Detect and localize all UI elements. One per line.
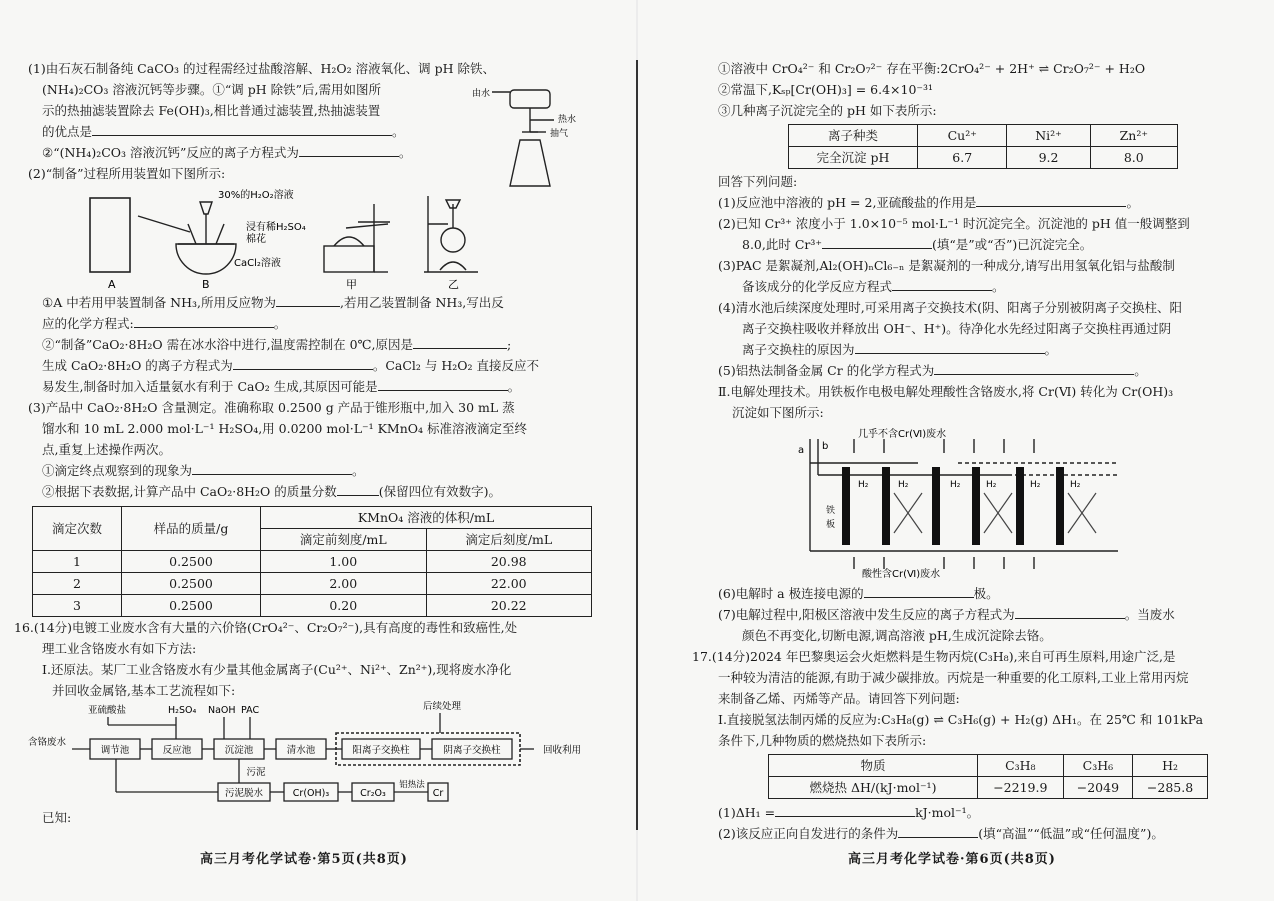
punct: 。 xyxy=(392,124,405,139)
process-flowchart xyxy=(28,701,608,807)
th-h2: H₂ xyxy=(1133,755,1208,777)
label-air: 抽气 xyxy=(550,129,569,139)
answer-blank xyxy=(378,377,508,391)
cell: 完全沉淀 pH xyxy=(789,147,918,169)
q2-sub2-b: 生成 CaO₂·8H₂O 的离子方程式为 xyxy=(42,358,233,373)
a6-a: (6)电解时 a 极连接电源的 xyxy=(718,586,864,601)
q17-e: 条件下,几种物质的燃烧热如下表所示: xyxy=(718,733,927,748)
q2-sub2-c: 易发生,制备时加入适量氨水有利于 CaO₂ 生成,其原因可能是 xyxy=(42,379,378,394)
iron-plate xyxy=(882,467,890,545)
th-substance: 物质 xyxy=(769,755,978,777)
th-times: 滴定次数 xyxy=(33,507,122,551)
q2-sub2-b-end: 。CaCl₂ 与 H₂O₂ 直接反应不 xyxy=(372,358,539,373)
reagent-pac: PAC xyxy=(241,705,260,716)
reagent-naoh: NaOH xyxy=(208,705,236,716)
q16-line2: 理工业含铬废水有如下方法: xyxy=(42,641,197,656)
box-clear-pool: 清水池 xyxy=(286,745,316,756)
answer-blank xyxy=(192,461,352,475)
h2-label: H₂ xyxy=(858,480,869,490)
answer-blank xyxy=(299,143,399,157)
table-row xyxy=(769,777,1208,799)
label-b: B xyxy=(202,278,210,291)
cell: 8.0 xyxy=(1090,147,1177,169)
label-cotton2: 棉花 xyxy=(246,234,266,245)
cell-bottom-label: 酸性含Cr(Ⅵ)废水 xyxy=(862,569,941,580)
a4-c: 离子交换柱的原因为 xyxy=(742,342,855,357)
titration-table xyxy=(32,506,592,617)
q17-d: Ⅰ.直接脱氢法制丙烯的反应为:C₃H₈(g) ⇌ C₃H₆(g) + H₂(g) ΔH₁。在 25℃ 和 101kPa xyxy=(718,712,1204,727)
q1-line1: (1)由石灰石制备纯 CaCO₃ 的过程需经过盐酸溶解、H₂O₂ 溶液氧化、调 pH 除铁、 xyxy=(28,61,495,76)
answer-blank xyxy=(864,584,974,598)
apparatus-yi xyxy=(424,196,478,272)
h2-label: H₂ xyxy=(986,480,997,490)
h2-label: H₂ xyxy=(898,480,909,490)
box-settler: 沉淀池 xyxy=(224,745,254,756)
box-cr2o3: Cr₂O₃ xyxy=(360,788,386,799)
q3-sub1: ①滴定终点观察到的现象为 xyxy=(42,463,193,478)
q16-known: 已知: xyxy=(42,810,72,825)
label-h2o2: 30%的H₂O₂溶液 xyxy=(218,190,294,201)
table-row xyxy=(33,551,592,573)
iron-plate xyxy=(1056,467,1064,545)
cell: 0.2500 xyxy=(122,595,261,617)
b2-a: (2)该反应正向自发进行的条件为 xyxy=(718,826,899,841)
q1-line5: ②“(NH₄)₂CO₃ 溶液沉钙”反应的离子方程式为 xyxy=(42,145,299,160)
box-croh3: Cr(OH)₃ xyxy=(292,788,330,799)
iron-label-2: 板 xyxy=(826,520,836,530)
answer-blank xyxy=(822,235,932,249)
label-cacl2: CaCl₂溶液 xyxy=(234,258,281,269)
combustion-table xyxy=(768,754,1208,799)
apparatus-jia xyxy=(324,204,390,272)
th-c3h8: C₃H₈ xyxy=(978,755,1064,777)
th-after: 滴定后刻度/mL xyxy=(426,529,592,551)
cell: 20.98 xyxy=(426,551,592,573)
a2-b: 8.0,此时 Cr³⁺ xyxy=(742,237,822,252)
cell: 0.2500 xyxy=(122,573,261,595)
reagent-sulfite: 亚硫酸盐 xyxy=(88,705,127,716)
table-row xyxy=(33,573,592,595)
q3-line2: 馏水和 10 mL 2.000 mol·L⁻¹ H₂SO₄,用 0.0200 mol·L⁻¹ KMnO₄ 标准溶液滴定至终 xyxy=(42,421,528,436)
a3-a: (3)PAC 是絮凝剂,Al₂(OH)ₙCl₆₋ₙ 是絮凝剂的一种成分,请写出用氢氧化铝与盐酸制 xyxy=(718,258,1175,273)
q3-line1: (3)产品中 CaO₂·8H₂O 含量测定。准确称取 0.2500 g 产品于锥形瓶中,加入 30 mL 蒸 xyxy=(28,400,515,415)
box-cation-column: 阳离子交换柱 xyxy=(352,745,410,756)
label-a: A xyxy=(108,278,116,291)
iron-plate xyxy=(1016,467,1024,545)
q16-line3: Ⅰ.还原法。某厂工业含铬废水有少量其他金属离子(Cu²⁺、Ni²⁺、Zn²⁺),现将废水净化 xyxy=(42,662,512,677)
cell: 2 xyxy=(33,573,122,595)
table-row xyxy=(789,147,1178,169)
a1: (1)反应池中溶液的 pH = 2,亚硫酸盐的作用是 xyxy=(718,195,977,210)
a3-b: 备该成分的化学反应方程式 xyxy=(742,279,893,294)
answer-blank xyxy=(413,335,507,349)
label-thermite: 铝热法 xyxy=(399,780,425,790)
q2-sub1-c: 应的化学方程式: xyxy=(42,316,134,331)
cell: −2049 xyxy=(1063,777,1132,799)
iron-plate xyxy=(932,467,940,545)
cell: 2.00 xyxy=(261,573,427,595)
label-sludge: 污泥 xyxy=(246,767,266,778)
punct: 。 xyxy=(352,463,365,478)
reagent-h2so4: H₂SO₄ xyxy=(168,705,197,716)
cell: 22.00 xyxy=(426,573,592,595)
a2-b-end: (填“是”或“否”)已沉淀完全。 xyxy=(931,237,1093,252)
cell: −285.8 xyxy=(1133,777,1208,799)
b2-b: (填“高温”“低温”或“任何温度”)。 xyxy=(978,826,1164,841)
answer-blank xyxy=(855,340,1045,354)
q3-sub2-b: (保留四位有效数字)。 xyxy=(378,484,502,499)
b1-a: (1)ΔH₁ = xyxy=(718,805,776,820)
label-yi: 乙 xyxy=(448,278,459,291)
box-anion-column: 阴离子交换柱 xyxy=(443,745,501,756)
punct: 。 xyxy=(1134,363,1147,378)
answer-blank xyxy=(337,482,379,496)
flow-input: 含铬废水 xyxy=(28,737,67,748)
punct: 。 xyxy=(1126,195,1139,210)
h2-label: H₂ xyxy=(1070,480,1081,490)
q17-a: 17.(14分)2024 年巴黎奥运会火炬燃料是生物丙烷(C₃H₈),来自可再生原料,用途广泛,是 xyxy=(692,649,1176,664)
cell: 0.2500 xyxy=(122,551,261,573)
cell-top-label: 几乎不含Cr(Ⅵ)废水 xyxy=(858,429,947,440)
punct: ; xyxy=(506,337,512,352)
a2-a: (2)已知 Cr³⁺ 浓度小于 1.0×10⁻⁵ mol·L⁻¹ 时沉淀完全。沉淀池的 pH 值一般调整到 xyxy=(718,216,1190,231)
th-mass: 样品的质量/g xyxy=(122,507,261,551)
electro-b: 沉淀如下图所示: xyxy=(732,405,824,420)
hot-filtration-apparatus xyxy=(470,84,600,196)
box-tank: 调节池 xyxy=(100,745,130,756)
punct: 。 xyxy=(1044,342,1058,357)
th-ion: 离子种类 xyxy=(789,125,918,147)
q17-b: 一种较为清洁的能源,有助于减少碳排放。丙烷是一种重要的化工原料,工业上常用丙烷 xyxy=(718,670,1189,685)
th-zn: Zn²⁺ xyxy=(1090,125,1177,147)
flask-b xyxy=(138,202,236,274)
q1-line4: 的优点是 xyxy=(42,124,93,139)
a7-c: 颜色不再变化,切断电源,调高溶液 pH,生成沉淀除去铬。 xyxy=(742,628,1052,643)
answer-header: 回答下列问题: xyxy=(718,174,798,189)
punct: 。 xyxy=(398,145,412,160)
box-a xyxy=(90,198,130,272)
cell: 20.22 xyxy=(426,595,592,617)
a7-b: 。当废水 xyxy=(1124,607,1175,622)
iron-plate xyxy=(972,467,980,545)
answer-blank xyxy=(134,314,274,328)
punct: 。 xyxy=(507,379,521,394)
cell: 0.20 xyxy=(261,595,427,617)
q16-line1: 16.(14分)电镀工业废水含有大量的六价铬(CrO₄²⁻、Cr₂O₇²⁻),具有高度的毒性和致癌性,处 xyxy=(14,620,518,635)
electrode-a-label: a xyxy=(798,445,805,456)
right-page xyxy=(638,0,1274,901)
cell: 9.2 xyxy=(1007,147,1090,169)
q2-sub1-b: ,若用乙装置制备 NH₃,写出反 xyxy=(340,295,504,310)
cell: 6.7 xyxy=(918,147,1007,169)
h2-label: H₂ xyxy=(950,480,961,490)
right-footer: 高三月考化学试卷·第6页(共8页) xyxy=(848,852,1056,867)
a4-a: (4)清水池后续深度处理时,可采用离子交换技术(阴、阳离子分别被阴离子交换柱、阳 xyxy=(718,300,1183,315)
box-cr: Cr xyxy=(432,788,444,799)
a7-a: (7)电解过程中,阳极区溶液中发生反应的离子方程式为 xyxy=(718,607,1015,622)
label-hot-water: 热水 xyxy=(558,115,577,125)
th-c3h6: C₃H₆ xyxy=(1063,755,1132,777)
q3-sub2-a: ②根据下表数据,计算产品中 CaO₂·8H₂O 的质量分数 xyxy=(42,484,337,499)
known-1: ①溶液中 CrO₄²⁻ 和 Cr₂O₇²⁻ 存在平衡:2CrO₄²⁻ + 2H⁺ ⇌ Cr₂O₇²⁻ + H₂O xyxy=(718,61,1146,76)
answer-blank xyxy=(92,122,392,136)
box-dewater: 污泥脱水 xyxy=(224,788,264,799)
electro-a: Ⅱ.电解处理技术。用铁板作电极电解处理酸性含铬废水,将 Cr(Ⅵ) 转化为 Cr(OH)₃ xyxy=(718,384,1174,399)
post-treatment: 后续处理 xyxy=(423,701,462,712)
iron-label-1: 铁 xyxy=(826,506,836,516)
answer-blank xyxy=(1015,605,1125,619)
q1-line2: (NH₄)₂CO₃ 溶液沉钙等步骤。①“调 pH 除铁”后,需用如图所 xyxy=(42,82,382,97)
answer-blank xyxy=(898,824,978,838)
b1-b: kJ·mol⁻¹。 xyxy=(915,805,980,820)
known-2: ②常温下,Kₛₚ[Cr(OH)₃] = 6.4×10⁻³¹ xyxy=(718,82,934,97)
answer-blank xyxy=(934,361,1134,375)
q3-line3: 点,重复上述操作两次。 xyxy=(42,442,171,457)
th-before: 滴定前刻度/mL xyxy=(261,529,427,551)
q2-sub1-a: ①A 中若用甲装置制备 NH₃,所用反应物为 xyxy=(42,295,277,310)
th-volume: KMnO₄ 溶液的体积/mL xyxy=(261,507,592,529)
answer-blank xyxy=(976,193,1126,207)
label-inlet: 由水 xyxy=(472,89,491,99)
q17-c: 来制备乙烯、丙烯等产品。请回答下列问题: xyxy=(718,691,960,706)
cell: 3 xyxy=(33,595,122,617)
right-page-content xyxy=(692,58,1258,844)
electrode-b-label: b xyxy=(822,441,829,452)
answer-blank xyxy=(892,277,992,291)
cell: 燃烧热 ΔH/(kJ·mol⁻¹) xyxy=(769,777,978,799)
apparatus-figure xyxy=(28,184,508,292)
iron-plate xyxy=(842,467,850,545)
q1-line3: 示的热抽滤装置除去 Fe(OH)₃,相比普通过滤装置,热抽滤装置 xyxy=(42,103,381,118)
punct: 。 xyxy=(273,316,287,331)
flow-output: 回收利用 xyxy=(542,745,582,756)
answer-blank xyxy=(775,803,915,817)
left-footer: 高三月考化学试卷·第5页(共8页) xyxy=(200,852,408,867)
answer-blank xyxy=(233,356,373,370)
q16-line4: 并回收金属铬,基本工艺流程如下: xyxy=(52,683,236,698)
th-cu: Cu²⁺ xyxy=(918,125,1007,147)
box-reactor: 反应池 xyxy=(162,745,192,756)
known-3: ③几种离子沉淀完全的 pH 如下表所示: xyxy=(718,103,937,118)
punct: 。 xyxy=(992,279,1005,294)
h2-label: H₂ xyxy=(1030,480,1041,490)
q2-sub2-a: ②“制备”CaO₂·8H₂O 需在冰水浴中进行,温度需控制在 0℃,原因是 xyxy=(42,337,413,352)
cell: −2219.9 xyxy=(978,777,1064,799)
answer-blank xyxy=(276,293,340,307)
th-ni: Ni²⁺ xyxy=(1007,125,1090,147)
cell: 1 xyxy=(33,551,122,573)
q2-intro: (2)“制备”过程所用装置如下图所示: xyxy=(28,166,226,181)
a5: (5)铝热法制备金属 Cr 的化学方程式为 xyxy=(718,363,935,378)
label-cotton1: 浸有稀H₂SO₄ xyxy=(246,222,306,233)
a6-b: 极。 xyxy=(973,586,999,601)
a4-b: 离子交换柱吸收并释放出 OH⁻、H⁺)。待净化水先经过阳离子交换柱再通过阴 xyxy=(742,321,1172,336)
ph-table xyxy=(788,124,1178,169)
electrolysis-cell xyxy=(718,423,1258,583)
label-jia: 甲 xyxy=(346,278,357,291)
cell: 1.00 xyxy=(261,551,427,573)
table-row xyxy=(33,595,592,617)
